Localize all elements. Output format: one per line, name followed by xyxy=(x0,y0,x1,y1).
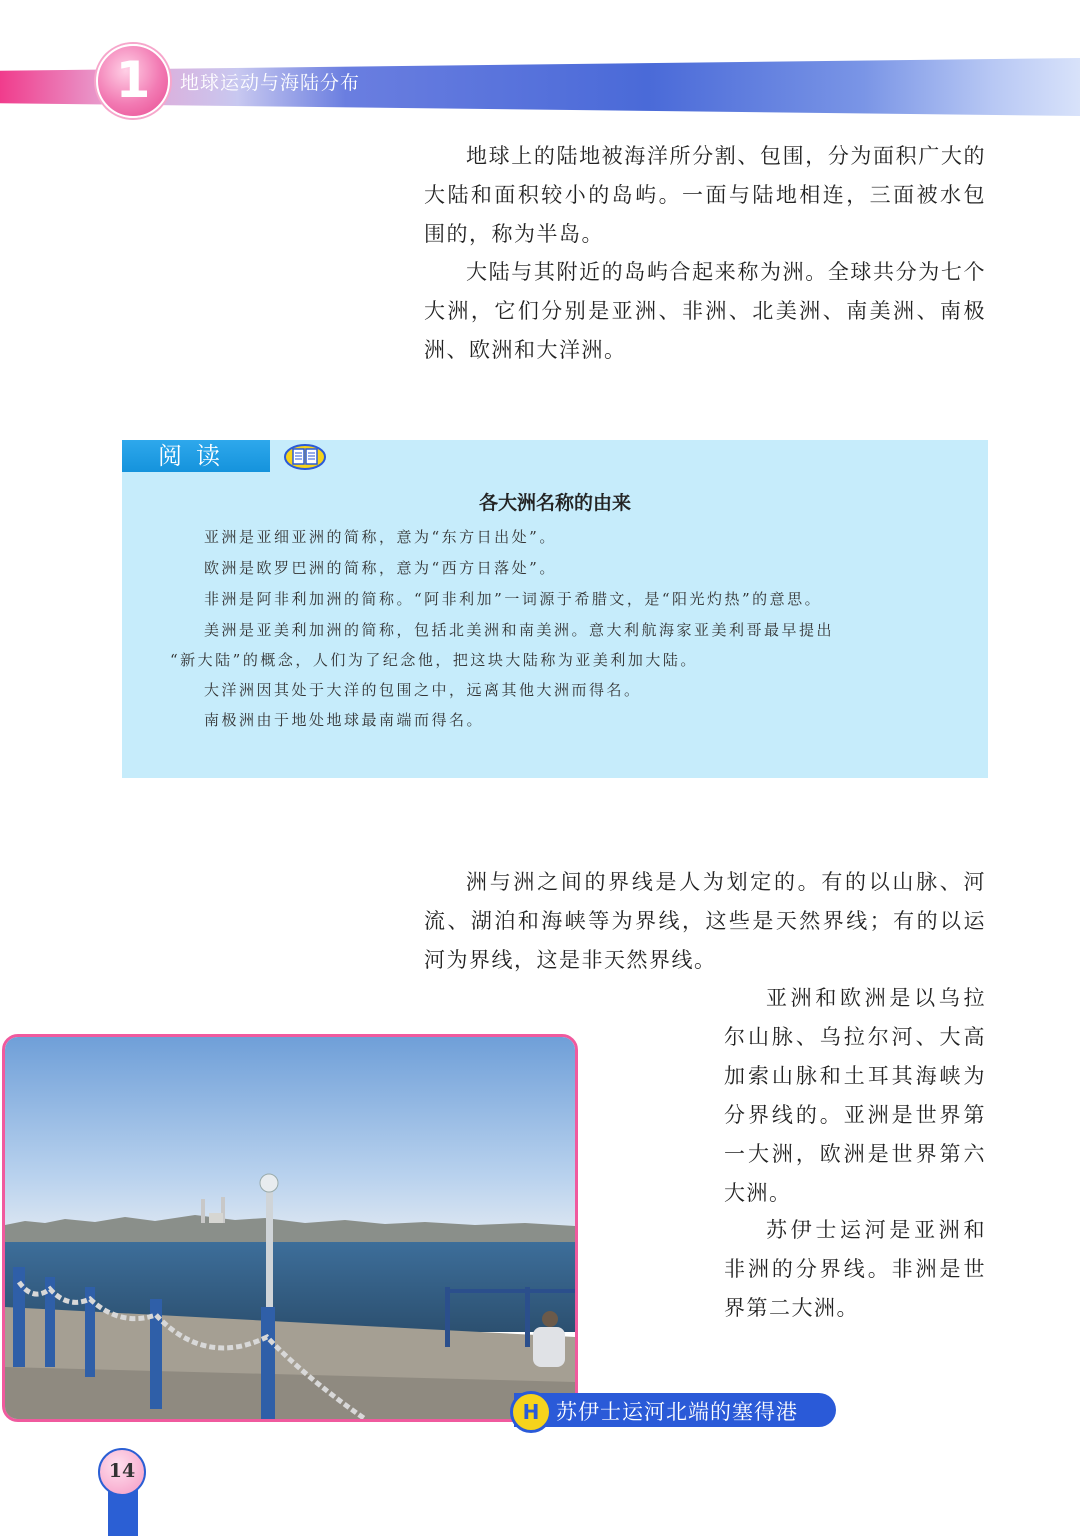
reading-line-america-cont: “新大陆”的概念，人们为了纪念他，把这块大陆称为亚美利加大陆。 xyxy=(170,651,698,669)
reading-line-africa: 非洲是阿非利加洲的简称。“阿非利加”一词源于希腊文，是“阳光灼热”的意思。 xyxy=(204,590,823,608)
paragraph-asia-europe: 亚洲和欧洲是以乌拉尔山脉、乌拉尔河、大高加索山脉和土耳其海峡为分界线的。亚洲是世界第一大洲，欧洲是世界第六大洲。 xyxy=(724,986,986,1205)
paragraph-suez: 苏伊士运河是亚洲和非洲的分界线。非洲是世界第二大洲。 xyxy=(724,1218,986,1320)
reading-line-asia: 亚洲是亚细亚洲的简称，意为“东方日出处”。 xyxy=(204,528,557,546)
reading-line-oceania: 大洋洲因其处于大洋的包围之中，远离其他大洲而得名。 xyxy=(204,681,642,699)
chapter-title: 地球运动与海陆分布 xyxy=(180,72,361,94)
caption-text: 苏伊士运河北端的塞得港 xyxy=(556,1400,798,1424)
page-number: 14 xyxy=(98,1448,146,1496)
reading-line-europe: 欧洲是欧罗巴洲的简称，意为“西方日落处”。 xyxy=(204,559,557,577)
book-icon xyxy=(284,442,326,470)
reading-tag: 阅读 xyxy=(122,440,270,472)
port-said-photo xyxy=(2,1034,578,1422)
reading-line-antarctica: 南极洲由于地处地球最南端而得名。 xyxy=(204,711,485,729)
photo-caption xyxy=(514,1393,836,1427)
caption-badge: H xyxy=(510,1391,552,1433)
paragraph-boundaries: 洲与洲之间的界线是人为划定的。有的以山脉、河流、湖泊和海峡等为界线，这些是天然界线；有的以运河为界线，这是非天然界线。 xyxy=(424,870,986,972)
reading-title: 各大洲名称的由来 xyxy=(478,492,631,514)
reading-line-america: 美洲是亚美利加洲的简称，包括北美洲和南美洲。意大利航海家亚美利哥最早提出 xyxy=(204,621,835,639)
reading-box xyxy=(122,440,988,778)
paragraph-seven-continents: 大陆与其附近的岛屿合起来称为洲。全球共分为七个大洲，它们分别是亚洲、非洲、北美洲、南美洲、南极洲、欧洲和大洋洲。 xyxy=(424,260,986,362)
chapter-number-badge: 1 xyxy=(96,44,170,118)
paragraph-land-sea: 地球上的陆地被海洋所分割、包围，分为面积广大的大陆和面积较小的岛屿。一面与陆地相连，三面被水包围的，称为半岛。 xyxy=(424,144,986,246)
